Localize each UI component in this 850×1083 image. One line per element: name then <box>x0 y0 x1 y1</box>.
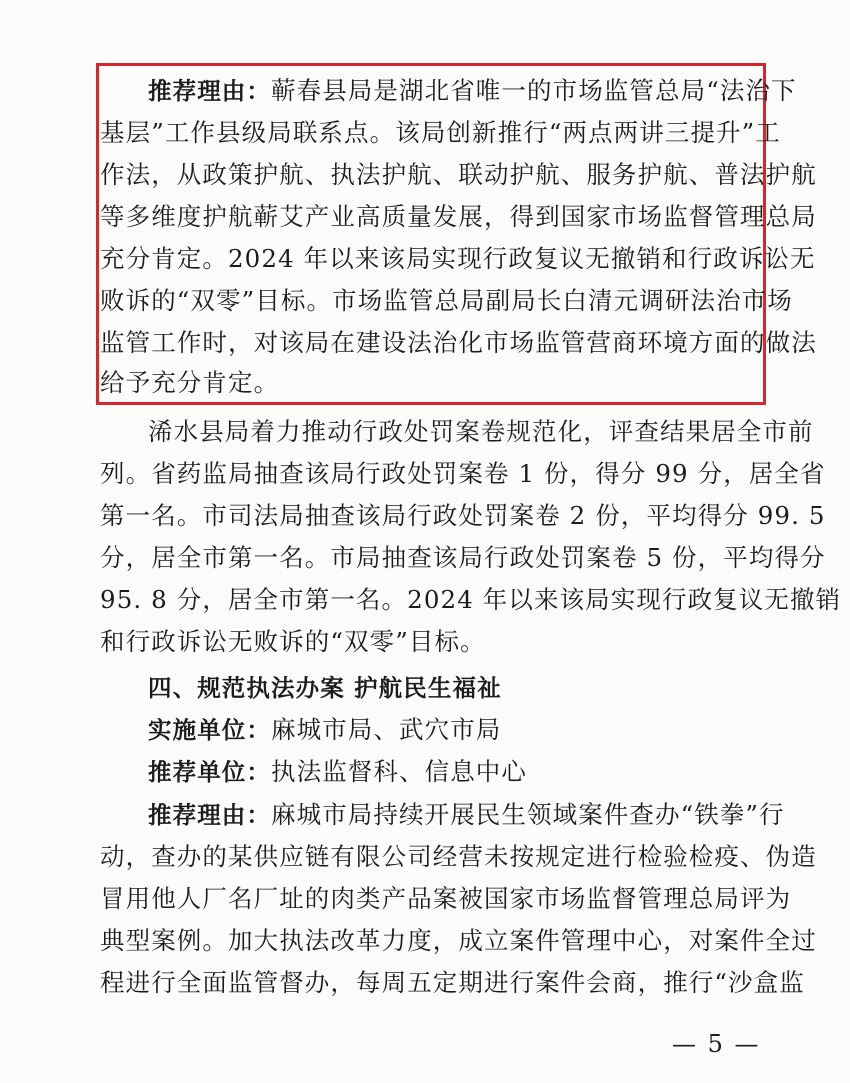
page-number: — 5 — <box>672 1030 761 1058</box>
recommending-unit-row <box>148 754 527 790</box>
reason-line-text: 麻城市局持续开展民生领域案件查办“铁拳”行 <box>271 800 785 829</box>
reason-line: 程进行全面监管督办，每周五定期进行案件会商，推行“沙盒监 <box>100 968 805 997</box>
box-line: 败诉的“双零”目标。市场监管总局副局长白清元调研法治市场 <box>100 286 793 315</box>
reason-line: 动，查办的某供应链有限公司经营未按规定进行检验检疫、伪造 <box>100 842 817 871</box>
implementing-unit-row <box>148 712 501 748</box>
recommend-reason-label: 推荐理由： <box>148 77 271 105</box>
implementing-unit-label: 实施单位： <box>148 716 271 744</box>
recommend-reason-label: 推荐理由： <box>148 801 271 829</box>
box-line: 给予充分肯定。 <box>100 368 280 397</box>
box-line: 作法，从政策护航、执法护航、联动护航、服务护航、普法护航 <box>100 160 817 189</box>
paragraph-line: 列。省药监局抽查该局行政处罚案卷 1 份，得分 99 分，居全省 <box>100 459 826 488</box>
box-line: 监管工作时，对该局在建设法治化市场监管营商环境方面的做法 <box>100 328 817 357</box>
box-line: 基层”工作县级局联系点。该局创新推行“两点两讲三提升”工 <box>100 118 781 147</box>
reason-first-line <box>148 797 785 833</box>
recommending-unit-value: 执法监督科、信息中心 <box>271 757 527 786</box>
box-line: 等多维度护航蕲艾产业高质量发展，得到国家市场监督管理总局 <box>100 202 817 231</box>
paragraph-line: 和行政诉讼无败诉的“双零”目标。 <box>100 627 486 656</box>
paragraph-line: 分，居全市第一名。市局抽查该局行政处罚案卷 5 份，平均得分 <box>100 543 826 572</box>
section-heading: 四、规范执法办案 护航民生福祉 <box>148 674 502 702</box>
box-first-line <box>148 73 797 109</box>
box-line-text: 蕲春县局是湖北省唯一的市场监管总局“法治下 <box>271 76 797 105</box>
reason-line: 冒用他人厂名厂址的肉类产品案被国家市场监督管理总局评为 <box>100 884 792 913</box>
recommending-unit-label: 推荐单位： <box>148 758 271 786</box>
box-line: 充分肯定。2024 年以来该局实现行政复议无撤销和行政诉讼无 <box>100 244 816 273</box>
paragraph-line: 95. 8 分，居全市第一名。2024 年以来该局实现行政复议无撤销 <box>100 585 842 614</box>
reason-line: 典型案例。加大执法改革力度，成立案件管理中心，对案件全过 <box>100 926 817 955</box>
paragraph-line: 浠水县局着力推动行政处罚案卷规范化，评查结果居全市前 <box>148 417 814 446</box>
paragraph-line: 第一名。市司法局抽查该局行政处罚案卷 2 份，平均得分 99. 5 <box>100 501 826 530</box>
implementing-unit-value: 麻城市局、武穴市局 <box>271 715 502 744</box>
